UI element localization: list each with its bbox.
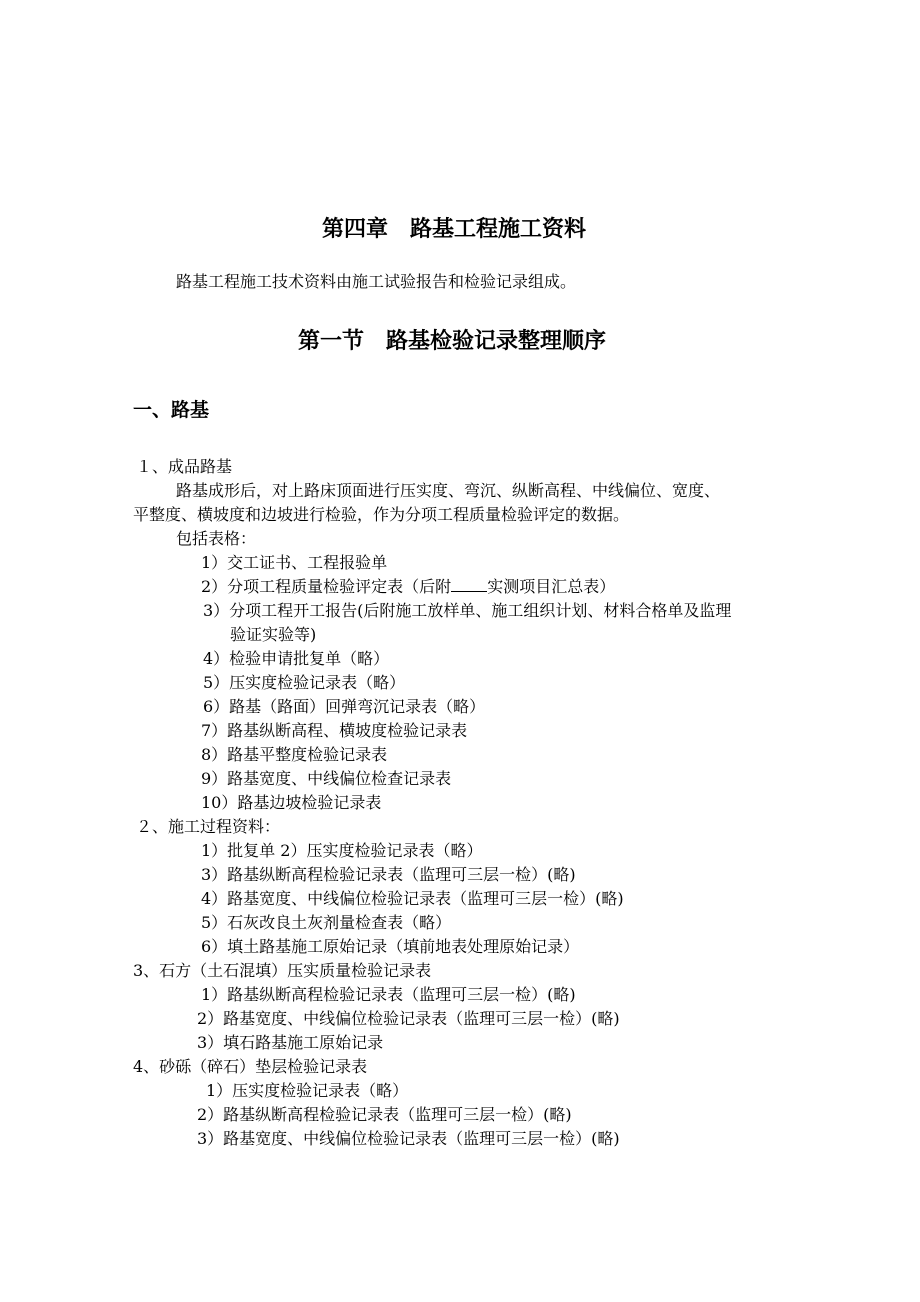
chapter-title: 第四章 路基工程施工资料 bbox=[322, 217, 587, 242]
part1-title: １、成品路基 bbox=[136, 457, 233, 476]
part1-tables-label: 包括表格： bbox=[176, 529, 257, 548]
list-item-continuation: 验证实验等) bbox=[230, 625, 317, 644]
blank-underline bbox=[451, 577, 487, 592]
list-item: 3）路基宽度、中线偏位检验记录表（监理可三层一检）(略) bbox=[197, 1129, 620, 1148]
intro-paragraph: 路基工程施工技术资料由施工试验报告和检验记录组成。 bbox=[176, 272, 577, 291]
part3-title: 3、石方（土石混填）压实质量检验记录表 bbox=[133, 961, 432, 980]
list-item: 3）路基纵断高程检验记录表（监理可三层一检）(略) bbox=[201, 865, 576, 884]
list-item: 1）压实度检验记录表（略） bbox=[206, 1081, 409, 1100]
list-item: 2）路基纵断高程检验记录表（监理可三层一检）(略) bbox=[197, 1105, 572, 1124]
list-item: 2）路基宽度、中线偏位检验记录表（监理可三层一检）(略) bbox=[197, 1009, 620, 1028]
part2-title: ２、施工过程资料： bbox=[136, 817, 281, 836]
part1-paragraph-line2: 平整度、横坡度和边坡进行检验，作为分项工程质量检验评定的数据。 bbox=[133, 505, 630, 524]
list-item: 7）路基纵断高程、横坡度检验记录表 bbox=[201, 721, 468, 740]
list-item: 5）石灰改良土灰剂量检查表（略） bbox=[201, 913, 452, 932]
list-item: 3）填石路基施工原始记录 bbox=[197, 1033, 384, 1052]
list-item: 10）路基边坡检验记录表 bbox=[201, 793, 382, 812]
list-item: 4）路基宽度、中线偏位检验记录表（监理可三层一检）(略) bbox=[201, 889, 624, 908]
section-title: 第一节 路基检验记录整理顺序 bbox=[298, 329, 607, 354]
list-item: 9）路基宽度、中线偏位检查记录表 bbox=[201, 769, 452, 788]
list-item: 3）分项工程开工报告(后附施工放样单、施工组织计划、材料合格单及监理 bbox=[203, 601, 732, 620]
part4-title: 4、砂砾（碎石）垫层检验记录表 bbox=[133, 1057, 368, 1076]
list-item: 5）压实度检验记录表（略） bbox=[203, 673, 406, 692]
list-item: 1）交工证书、工程报验单 bbox=[201, 553, 388, 572]
part1-paragraph-line1: 路基成形后，对上路床顶面进行压实度、弯沉、纵断高程、中线偏位、宽度、 bbox=[176, 481, 721, 500]
list-item: 1）路基纵断高程检验记录表（监理可三层一检）(略) bbox=[201, 985, 576, 1004]
list-item: 2）分项工程质量检验评定表（后附 实测项目汇总表） bbox=[201, 577, 616, 596]
list-item: 4）检验申请批复单（略） bbox=[203, 649, 390, 668]
list-item: 8）路基平整度检验记录表 bbox=[201, 745, 388, 764]
heading-roadbed: 一、路基 bbox=[133, 399, 210, 421]
list-item: 6）填土路基施工原始记录（填前地表处理原始记录） bbox=[201, 937, 580, 956]
list-item: 6）路基（路面）回弹弯沉记录表（略） bbox=[203, 697, 486, 716]
list-item: 1）批复单 2）压实度检验记录表（略） bbox=[201, 841, 483, 860]
